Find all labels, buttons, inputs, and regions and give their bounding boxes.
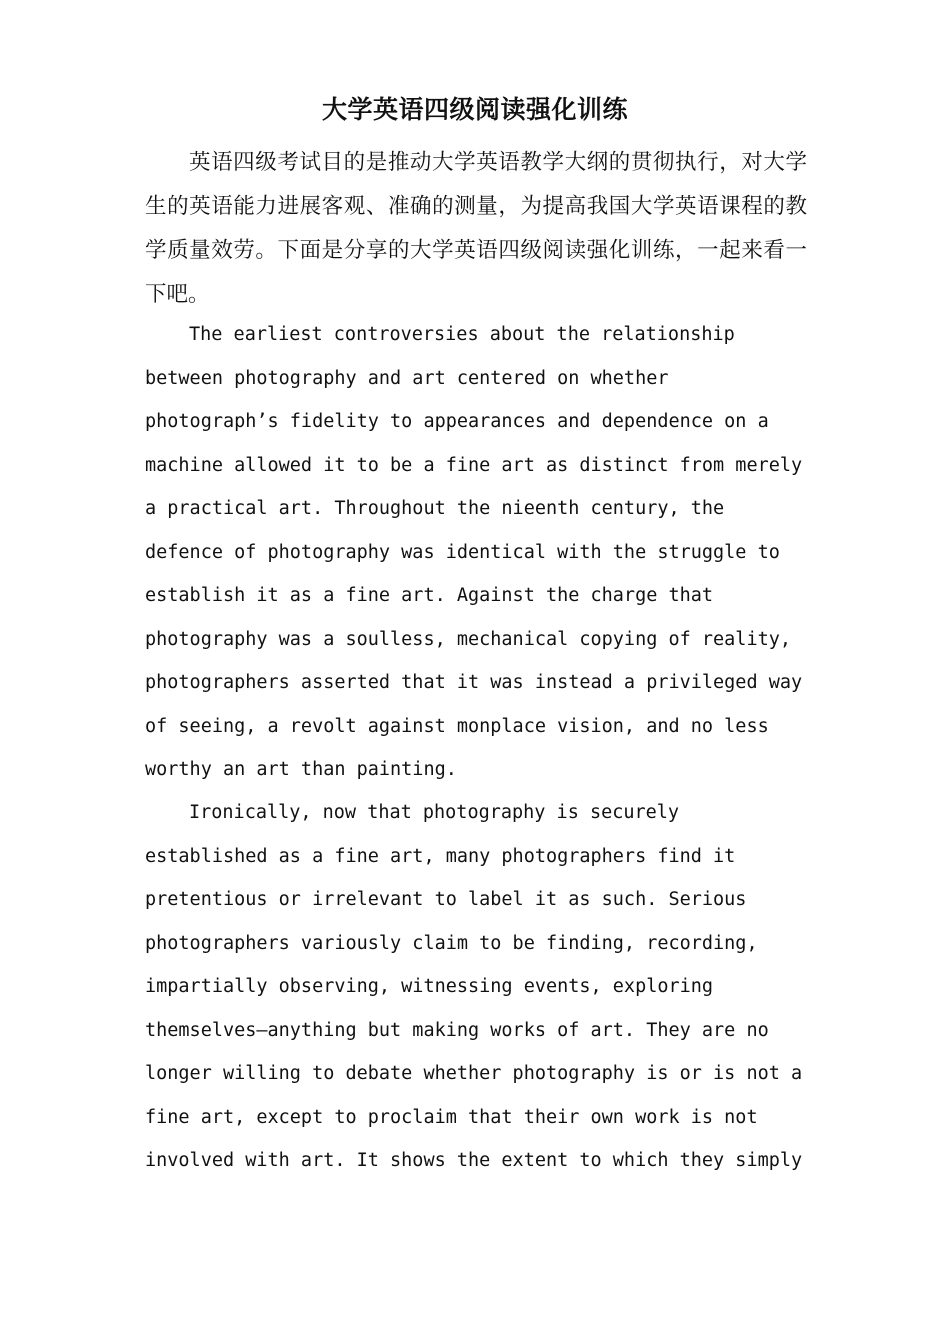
paragraph-line: photographers variously claim to be finding, recording,: [145, 932, 758, 954]
body-paragraph-2: [145, 791, 815, 1183]
paragraph-line: longer willing to debate whether photography is or is not a: [145, 1063, 803, 1084]
paragraph-line: fine art, except to proclaim that their own work is not: [145, 1106, 758, 1128]
paragraph-line: Ironically, now that photography is securely: [189, 802, 680, 823]
paragraph-line: establish it as a fine art. Against the charge that: [145, 585, 714, 606]
paragraph-line: defence of photography was identical with the struggle to: [145, 541, 780, 563]
paragraph-line: between photography and art centered on whether: [145, 367, 669, 389]
paragraph-line: a practical art. Throughout the nieenth century, the: [145, 498, 725, 519]
paragraph-line: impartially observing, witnessing events, exploring: [145, 976, 714, 997]
paragraph-line: themselves—anything but making works of art. They are no: [145, 1019, 769, 1041]
intro-paragraph: 英语四级考试目的是推动大学英语教学大纲的贯彻执行，对大学生的英语能力进展客观、准确的测量，为提高我国大学英语课程的教学质量效劳。下面是分享的大学英语四级阅读强化训练，一起来看一下吧。: [145, 150, 807, 307]
paragraph-line: worthy an art than painting.: [145, 759, 457, 780]
paragraph-line: photograph’s fidelity to appearances and dependence on a: [145, 411, 769, 432]
paragraph-line: established as a fine art, many photographers find it: [145, 845, 736, 867]
paragraph-line: pretentious or irrelevant to label it as such. Serious: [145, 889, 747, 910]
body-paragraph-1: [145, 313, 815, 792]
paragraph-line: The earliest controversies about the relationship: [189, 324, 735, 345]
paragraph-line: photography was a soulless, mechanical copying of reality,: [145, 628, 792, 650]
paragraph-line: photographers asserted that it was instead a privileged way: [145, 672, 803, 693]
paragraph-line: of seeing, a revolt against monplace vision, and no less: [145, 715, 769, 737]
document-title: 大学英语四级阅读强化训练: [321, 95, 628, 124]
paragraph-line: machine allowed it to be a fine art as distinct from merely: [145, 454, 803, 476]
paragraph-line: involved with art. It shows the extent to which they simply: [145, 1150, 803, 1171]
